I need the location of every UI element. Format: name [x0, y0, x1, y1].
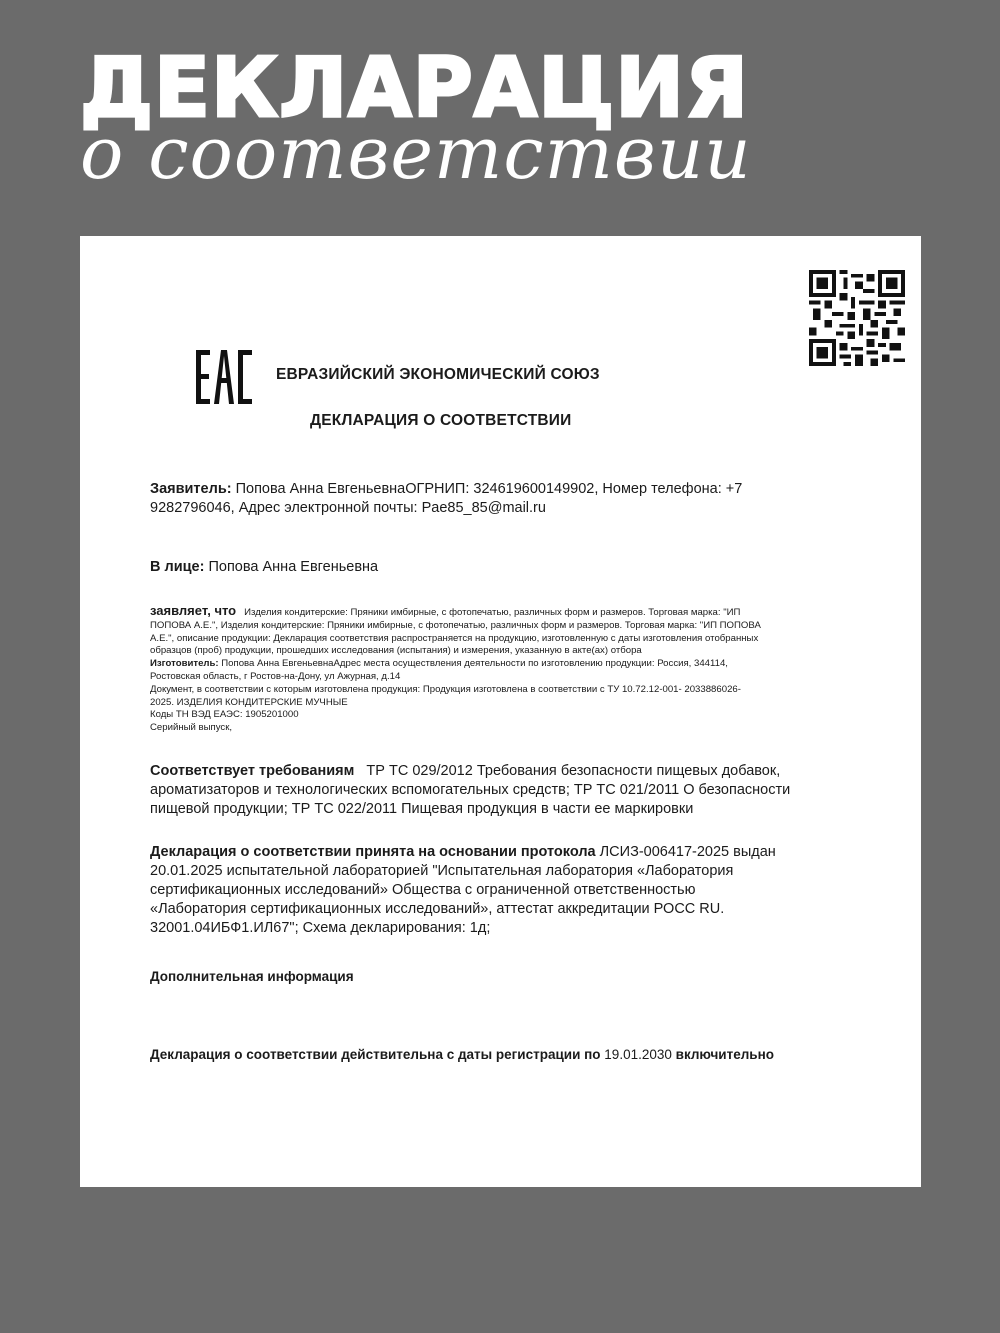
banner-subtitle: о соответствии — [80, 111, 752, 195]
representative-value: Попова Анна Евгеньевна — [208, 559, 379, 575]
basis-line-1: ЛСИЗ-006417-2025 выдан — [599, 844, 776, 860]
validity-suffix: включительно — [675, 1047, 774, 1062]
additional-info-label: Дополнительная информация — [150, 969, 354, 984]
basis-line-2: 20.01.2025 испытательной лабораторией "Испытательная лаборатория «Лаборатория — [150, 863, 734, 879]
maker-label: Изготовитель: — [150, 658, 219, 670]
maker-line-1: Попова Анна ЕвгеньевнаАдрес места осуществления деятельности по изготовлению продукции: Россия, 344114, — [221, 658, 728, 670]
requirements-line-3: пищевой продукции; ТР ТС 022/2011 Пищевая продукция в части ее маркировки — [150, 801, 694, 817]
basis-line-4: «Лаборатория сертификационных исследований», аттестат аккредитации РОСС RU. — [150, 901, 725, 917]
eac-logo — [194, 348, 254, 406]
validity-label: Декларация о соответствии действительна с даты регистрации по — [150, 1047, 601, 1062]
basis-line-5: 32001.04ИБФ1.ИЛ67"; Схема декларирования: 1д; — [150, 920, 491, 936]
requirements-section — [150, 762, 870, 819]
requirements-label: Соответствует требованиям — [150, 763, 355, 779]
declares-other-4: Серийный выпуск, — [150, 722, 233, 734]
declares-line-1: Изделия кондитерские: Пряники имбирные, с фотопечатью, различных форм и размеров. Торговая марка: "ИП — [244, 607, 741, 618]
applicant-line-2: 9282796046, Адрес электронной почты: Pae85_85@mail.ru — [150, 500, 546, 516]
declaration-document — [80, 236, 921, 1187]
declares-other-3: Коды ТН ВЭД ЕАЭС: 1905201000 — [150, 709, 299, 721]
basis-label: Декларация о соответствии принята на основании протокола — [150, 844, 596, 860]
requirements-line-1: ТР ТС 029/2012 Требования безопасности пищевых добавок, — [366, 763, 781, 779]
validity-section — [150, 1045, 910, 1064]
applicant-label: Заявитель: — [150, 481, 232, 497]
basis-line-3: сертификационных исследований» Общества с ограниченной ответственностью — [150, 882, 696, 898]
maker-line-2: Ростовская область, г Ростов-на-Дону, ул Ажурная, д.14 — [150, 670, 401, 682]
declares-other-2: 2025. ИЗДЕЛИЯ КОНДИТЕРСКИЕ МУЧНЫЕ — [150, 696, 348, 708]
union-name: ЕВРАЗИЙСКИЙ ЭКОНОМИЧЕСКИЙ СОЮЗ — [276, 366, 600, 383]
basis-section — [150, 843, 870, 938]
applicant-section — [150, 480, 870, 518]
declares-other-1: Документ, в соответствии с которым изготовлена продукция: Продукция изготовлена в соответствии с ТУ 10.72.12-001- 2033886026- — [150, 683, 741, 695]
declares-line-3: А.Е.", описание продукции: Декларация соответствия распространяется на продукцию, изготовленную с даты изготовления отобранных — [150, 632, 759, 644]
additional-info-section — [150, 967, 870, 986]
representative-section — [150, 558, 870, 577]
applicant-line-1: Попова Анна ЕвгеньевнаОГРНИП: 324619600149902, Номер телефона: +7 — [235, 481, 743, 497]
requirements-line-2: ароматизаторов и технологических вспомогательных средств; ТР ТС 021/2011 О безопасности — [150, 782, 791, 798]
representative-label: В лице: — [150, 559, 205, 575]
declares-line-2: ПОПОВА А.Е.", Изделия кондитерские: Пряники имбирные, с фотопечатью, различных форм и размеров. Торговая марка: "ИП ПОПОВА — [150, 619, 761, 631]
qr-code-icon — [808, 270, 906, 366]
document-title: ДЕКЛАРАЦИЯ О СООТВЕТСТВИИ — [310, 412, 572, 429]
eac-mark-icon — [194, 348, 254, 406]
declares-label: заявляет, что — [150, 603, 237, 618]
banner-title: ДЕКЛАРАЦИЯ — [80, 41, 750, 136]
declares-line-4: образцов (проб) продукции, прошедших исследования (испытания) и измерения, указанную в акте(ах) отбора — [150, 645, 642, 657]
declares-section — [150, 605, 880, 735]
validity-date: 19.01.2030 — [604, 1047, 672, 1062]
